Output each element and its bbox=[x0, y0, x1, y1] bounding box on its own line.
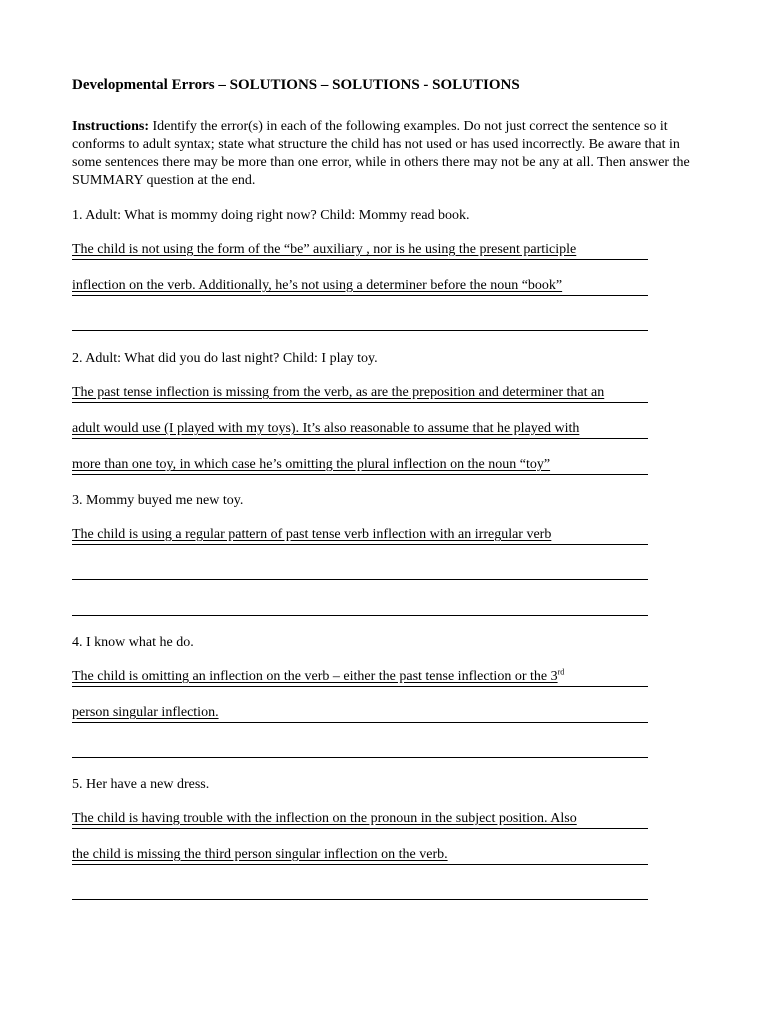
question-5-prompt: 5. Her have a new dress. bbox=[72, 777, 210, 792]
answer-text: The child is not using the form of the “be” auxiliary , nor is he using the present participle bbox=[72, 242, 577, 257]
instructions bbox=[72, 118, 700, 190]
instructions-label: Instructions: bbox=[72, 119, 150, 134]
page-title: Developmental Errors – SOLUTIONS – SOLUTIONS - SOLUTIONS bbox=[72, 77, 520, 93]
answer-line bbox=[72, 421, 648, 439]
answer-text: the child is missing the third person singular inflection on the verb. bbox=[72, 847, 448, 862]
answer-line bbox=[72, 882, 648, 900]
question-1-prompt: 1. Adult: What is mommy doing right now? Child: Mommy read book. bbox=[72, 208, 470, 223]
answer-line bbox=[72, 598, 648, 616]
question-3-prompt: 3. Mommy buyed me new toy. bbox=[72, 493, 244, 508]
answer-text: The past tense inflection is missing from the verb, as are the preposition and determiner that an bbox=[72, 385, 605, 400]
answer-text: person singular inflection. bbox=[72, 705, 219, 720]
answer-line bbox=[72, 242, 648, 260]
answer-line bbox=[72, 847, 648, 865]
answer-line bbox=[72, 811, 648, 829]
question-2-prompt: 2. Adult: What did you do last night? Child: I play toy. bbox=[72, 351, 378, 366]
answer-line bbox=[72, 278, 648, 296]
superscript: rd bbox=[557, 667, 565, 677]
answer-line bbox=[72, 457, 648, 475]
answer-text: more than one toy, in which case he’s omitting the plural inflection on the noun “toy” bbox=[72, 457, 551, 472]
answer-text: adult would use (I played with my toys). It’s also reasonable to assume that he played with bbox=[72, 421, 580, 436]
answer-text: The child is omitting an inflection on the verb – either the past tense inflection or the 3 bbox=[72, 669, 558, 684]
answer-text: The child is having trouble with the inflection on the pronoun in the subject position. Also bbox=[72, 811, 577, 826]
answer-line bbox=[72, 562, 648, 580]
answer-text: inflection on the verb. Additionally, he’s not using a determiner before the noun “book” bbox=[72, 278, 563, 293]
instructions-text: Identify the error(s) in each of the following examples. Do not just correct the sentence so it conforms to adult syntax; state what structure the child has not used or has used incorrectly. Be aware that in some sentences there may be more than one error, while in others there may not be any at all. Then answer the SUMMARY question at the end. bbox=[72, 119, 690, 188]
answer-line bbox=[72, 705, 648, 723]
answer-line bbox=[72, 527, 648, 545]
answer-line bbox=[72, 740, 648, 758]
answer-line bbox=[72, 313, 648, 331]
answer-line bbox=[72, 669, 648, 687]
question-4-prompt: 4. I know what he do. bbox=[72, 635, 194, 650]
answer-line bbox=[72, 385, 648, 403]
answer-text: The child is using a regular pattern of past tense verb inflection with an irregular verb bbox=[72, 527, 552, 542]
